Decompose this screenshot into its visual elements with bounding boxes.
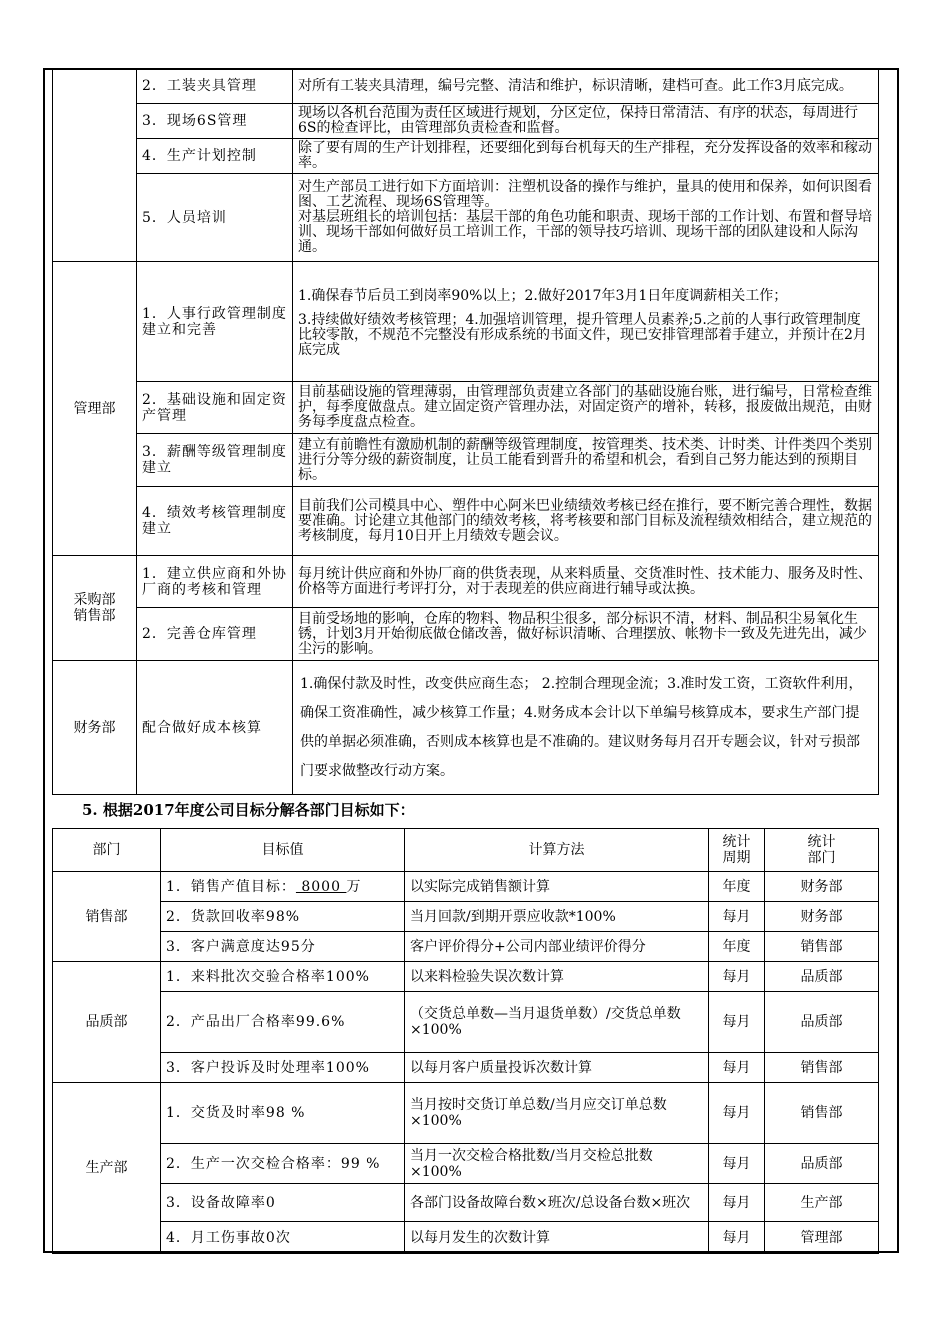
period-cell: 每月 bbox=[709, 992, 765, 1053]
item-cell: 3．薪酬等级管理制度建立 bbox=[137, 434, 293, 487]
table-row bbox=[53, 262, 879, 382]
method-cell: 以每月发生的次数计算 bbox=[405, 1222, 709, 1254]
description-cell: 1.确保付款及时性，改变供应商生态； 2.控制合理现金流；3.准时发工资，工资软件利用，确保工资准确性，减少核算工作量；4.财务成本会计以下单编号核算成本，要求生产部门提供的单据必须准确，否则成本核算也是不准确的。建议财务每月召开专题会议，针对亏损部门要求做整改行动方案。 bbox=[293, 661, 879, 795]
item-cell: 1．人事行政管理制度建立和完善 bbox=[137, 262, 293, 382]
header-text: 统计 bbox=[807, 834, 836, 850]
production-dept-cell-continued bbox=[53, 69, 137, 262]
table-row bbox=[53, 962, 879, 992]
stat-dept-cell: 管理部 bbox=[765, 1222, 879, 1254]
table-row bbox=[53, 1053, 879, 1083]
period-cell: 年度 bbox=[709, 932, 765, 962]
header-stat-dept bbox=[765, 829, 879, 872]
stat-dept-cell: 品质部 bbox=[765, 1144, 879, 1184]
period-cell: 每月 bbox=[709, 1083, 765, 1144]
table-row bbox=[53, 608, 879, 661]
target-cell: 4．月工伤事故0次 bbox=[161, 1222, 405, 1254]
table-row bbox=[53, 487, 879, 556]
table-row bbox=[53, 1184, 879, 1222]
table-row bbox=[53, 932, 879, 962]
header-period bbox=[709, 829, 765, 872]
method-cell: 各部门设备故障台数×班次/总设备台数×班次 bbox=[405, 1184, 709, 1222]
stat-dept-cell: 生产部 bbox=[765, 1184, 879, 1222]
header-text: 统计 bbox=[722, 834, 751, 850]
table-row bbox=[53, 434, 879, 487]
dept-cell-quality: 品质部 bbox=[53, 962, 161, 1083]
table-row bbox=[53, 556, 879, 608]
table-row bbox=[53, 174, 879, 262]
department-plan-table bbox=[52, 68, 879, 795]
period-cell: 每月 bbox=[709, 1184, 765, 1222]
item-cell: 配合做好成本核算 bbox=[137, 661, 293, 795]
target-unit: 万 bbox=[346, 878, 362, 895]
description-paragraph: 1.确保春节后员工到岗率90%以上；2.做好2017年3月1日年度调薪相关工作； bbox=[298, 288, 788, 304]
stat-dept-cell: 财务部 bbox=[765, 902, 879, 932]
target-cell: 2．产品出厂合格率99.6% bbox=[161, 992, 405, 1053]
method-cell: 以来料检验失误次数计算 bbox=[405, 962, 709, 992]
target-cell: 2．生产一次交检合格率：99 % bbox=[161, 1144, 405, 1184]
header-target: 目标值 bbox=[161, 829, 405, 872]
dept-cell-admin: 管理部 bbox=[53, 262, 137, 556]
method-cell: 当月一次交检合格批数/当月交检总批数×100% bbox=[405, 1144, 709, 1184]
period-cell: 每月 bbox=[709, 902, 765, 932]
method-cell: （交货总单数—当月退货单数）/交货总单数×100% bbox=[405, 992, 709, 1053]
table-row bbox=[53, 69, 879, 104]
stat-dept-cell: 销售部 bbox=[765, 1083, 879, 1144]
item-cell: 4．生产计划控制 bbox=[137, 139, 293, 174]
department-target-table bbox=[52, 828, 879, 1254]
target-value: 8000 bbox=[295, 878, 347, 895]
stat-dept-cell: 财务部 bbox=[765, 872, 879, 902]
period-cell: 每月 bbox=[709, 1222, 765, 1254]
target-label: 1．销售产值目标： bbox=[166, 878, 296, 895]
dept-name: 销售部 bbox=[73, 608, 116, 624]
section-heading: 5. 根据2017年度公司目标分解各部门目标如下： bbox=[82, 801, 415, 819]
header-method: 计算方法 bbox=[405, 829, 709, 872]
item-cell: 2．工装夹具管理 bbox=[137, 69, 293, 104]
description-cell: 建立有前瞻性有激励机制的薪酬等级管理制度，按管理类、技术类、计时类、计件类四个类别进行分等分级的薪资制度，让员工能看到晋升的希望和机会，看到自己努力能达到的预期目标。 bbox=[293, 434, 879, 487]
table-row bbox=[53, 1083, 879, 1144]
table-row bbox=[53, 104, 879, 139]
target-cell: 2．货款回收率98% bbox=[161, 902, 405, 932]
table-header-row bbox=[53, 829, 879, 872]
description-paragraph: 对基层班组长的培训包括：基层干部的角色功能和职责、现场干部的工作计划、布置和督导培训、现场干部如何做好员工培训工作，干部的领导技巧培训、现场干部的团队建设和人际沟通。 bbox=[298, 209, 872, 255]
table-row bbox=[53, 139, 879, 174]
target-cell: 1．交货及时率98 % bbox=[161, 1083, 405, 1144]
table-row bbox=[53, 382, 879, 434]
target-cell: 3．设备故障率0 bbox=[161, 1184, 405, 1222]
table-row bbox=[53, 661, 879, 795]
method-cell: 当月按时交货订单总数/当月应交订单总数×100% bbox=[405, 1083, 709, 1144]
period-cell: 每月 bbox=[709, 1144, 765, 1184]
item-cell: 5．人员培训 bbox=[137, 174, 293, 262]
period-cell: 每月 bbox=[709, 1053, 765, 1083]
target-cell: 1．来料批次交验合格率100% bbox=[161, 962, 405, 992]
stat-dept-cell: 销售部 bbox=[765, 932, 879, 962]
description-paragraph: 对生产部员工进行如下方面培训：注塑机设备的操作与维护，量具的使用和保养，如何识图看图、工艺流程、现场6S管理等。 bbox=[298, 179, 872, 210]
dept-cell-production: 生产部 bbox=[53, 1083, 161, 1254]
method-cell: 客户评价得分+公司内部业绩评价得分 bbox=[405, 932, 709, 962]
target-cell: 3．客户投诉及时处理率100% bbox=[161, 1053, 405, 1083]
description-cell: 目前我们公司模具中心、塑件中心阿米巴业绩绩效考核已经在推行，要不断完善合理性，数据要准确。讨论建立其他部门的绩效考核，将考核要和部门目标及流程绩效相结合，建立规范的考核制度，每月10日开上月绩效专题会议。 bbox=[293, 487, 879, 556]
description-cell bbox=[293, 174, 879, 262]
description-paragraph: 3.持续做好绩效考核管理；4.加强培训管理，提升管理人员素养;5.之前的人事行政管理制度比较零散，不规范不完整没有形成系统的书面文件，现已安排管理部着手建立，并预计在2月底完成 bbox=[298, 312, 867, 358]
header-text: 周期 bbox=[722, 850, 751, 866]
method-cell: 当月回款/到期开票应收款*100% bbox=[405, 902, 709, 932]
description-cell: 每月统计供应商和外协厂商的供货表现，从来料质量、交货准时性、技术能力、服务及时性、价格等方面进行考评打分，对于表现差的供应商进行辅导或汰换。 bbox=[293, 556, 879, 608]
target-cell: 3．客户满意度达95分 bbox=[161, 932, 405, 962]
item-cell: 2．完善仓库管理 bbox=[137, 608, 293, 661]
period-cell: 年度 bbox=[709, 872, 765, 902]
method-cell: 以每月客户质量投诉次数计算 bbox=[405, 1053, 709, 1083]
dept-cell-purchase-sales bbox=[53, 556, 137, 661]
header-text: 部门 bbox=[807, 850, 836, 866]
item-cell: 3．现场6S管理 bbox=[137, 104, 293, 139]
stat-dept-cell: 品质部 bbox=[765, 992, 879, 1053]
stat-dept-cell: 品质部 bbox=[765, 962, 879, 992]
dept-cell-sales: 销售部 bbox=[53, 872, 161, 962]
stat-dept-cell: 销售部 bbox=[765, 1053, 879, 1083]
description-cell: 现场以各机台范围为责任区域进行规划，分区定位，保持日常清洁、有序的状态，每周进行6S的检查评比，由管理部负责检查和监督。 bbox=[293, 104, 879, 139]
dept-name: 采购部 bbox=[73, 592, 116, 608]
table-row bbox=[53, 992, 879, 1053]
item-cell: 2．基础设施和固定资产管理 bbox=[137, 382, 293, 434]
table-row bbox=[53, 1222, 879, 1254]
description-cell: 对所有工装夹具清理，编号完整、清洁和维护，标识清晰，建档可查。此工作3月底完成。 bbox=[293, 69, 879, 104]
target-cell bbox=[161, 872, 405, 902]
description-cell: 除了要有周的生产计划排程，还要细化到每台机每天的生产排程，充分发挥设备的效率和稼动率。 bbox=[293, 139, 879, 174]
header-dept: 部门 bbox=[53, 829, 161, 872]
description-cell bbox=[293, 262, 879, 382]
table-row bbox=[53, 902, 879, 932]
method-cell: 以实际完成销售额计算 bbox=[405, 872, 709, 902]
period-cell: 每月 bbox=[709, 962, 765, 992]
description-cell: 目前基础设施的管理薄弱，由管理部负责建立各部门的基础设施台账，进行编号，日常检查维护，每季度做盘点。建立固定资产管理办法，对固定资产的增补，转移，报废做出规范，由财务每季度盘点检查。 bbox=[293, 382, 879, 434]
dept-cell-finance: 财务部 bbox=[53, 661, 137, 795]
table-row bbox=[53, 872, 879, 902]
table-row bbox=[53, 1144, 879, 1184]
item-cell: 1．建立供应商和外协厂商的考核和管理 bbox=[137, 556, 293, 608]
item-cell: 4．绩效考核管理制度建立 bbox=[137, 487, 293, 556]
description-cell: 目前受场地的影响，仓库的物料、物品积尘很多，部分标识不清，材料、制品积尘易氧化生锈，计划3月开始彻底做仓储改善，做好标识清晰、合理摆放、帐物卡一致及先进先出，减少尘污的影响。 bbox=[293, 608, 879, 661]
